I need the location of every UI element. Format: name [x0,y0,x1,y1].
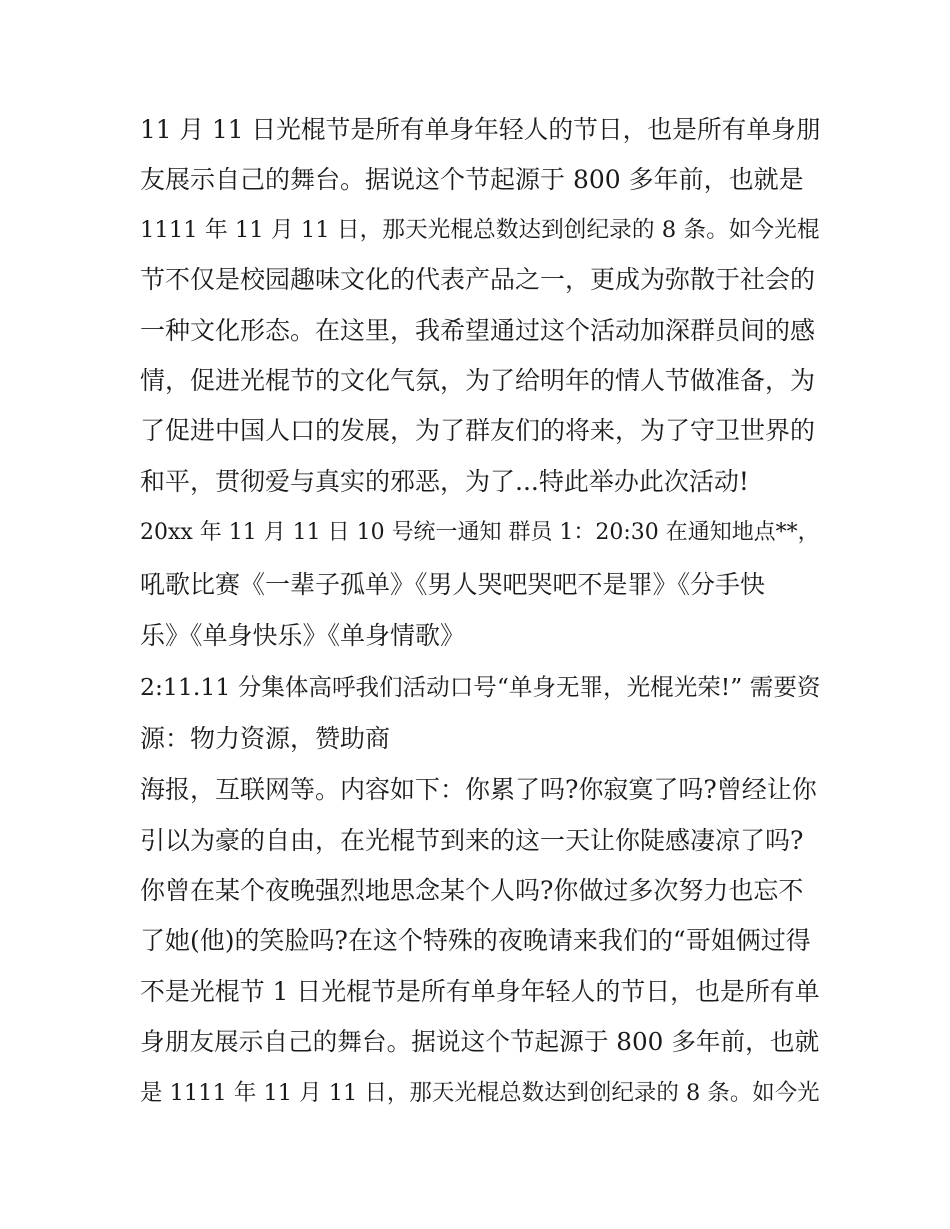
text-line: 11 月 11 日光棍节是所有单身年轻人的节日，也是所有单身朋 [140,115,821,144]
text-line: 1111 年 11 月 11 日，那天光棍总数达到创纪录的 8 条。如今光棍 [140,217,820,243]
text-line: 你曾在某个夜晚强烈地思念某个人吗?你做过多次努力也忘不 [140,876,804,905]
text-line: 节不仅是校园趣味文化的代表产品之一，更成为弥散于社会的 [140,265,816,294]
text-line: 一种文化形态。在这里，我希望通过这个活动加深群员间的感 [140,316,816,345]
text-line: 不是光棍节 1 日光棍节是所有单身年轻人的节日，也是所有单 [140,977,820,1006]
text-line: 了她(他)的笑脸吗?在这个特殊的夜晚请来我们的“哥姐俩过得 [140,926,811,955]
text-line: 友展示自己的舞台。据说这个节起源于 800 多年前，也就是 [140,165,804,194]
text-line: 是 1111 年 11 月 11 日，那天光棍总数达到创纪录的 8 条。如今光 [140,1080,820,1106]
text-line: 20xx 年 11 月 11 日 10 号统一通知 群员 1：20:30 在通知地点**， [140,520,820,545]
text-line: 海报，互联网等。内容如下：你累了吗?你寂寞了吗?曾经让你 [140,775,817,804]
text-line: 引以为豪的自由，在光棍节到来的这一天让你陡感凄凉了吗? [140,826,804,855]
text-line: 吼歌比赛《一辈子孤单》《男人哭吧哭吧不是罪》《分手快 [140,570,766,599]
text-line: 情，促进光棍节的文化气氛，为了给明年的情人节做准备，为 [140,366,816,395]
text-line: 和平，贯彻爱与真实的邪恶，为了...特此举办此次活动! [140,467,749,496]
text-line: 2:11.11 分集体高呼我们活动口号“单身无罪，光棍光荣!” 需要资 [140,673,821,701]
text-line: 身朋友展示自己的舞台。据说这个节起源于 800 多年前，也就 [140,1027,820,1056]
text-line: 源：物力资源，赞助商 [140,724,391,753]
text-line: 乐》《单身快乐》《单身情歌》 [140,621,466,650]
text-line: 了促进中国人口的发展，为了群友们的将来，为了守卫世界的 [140,416,816,445]
